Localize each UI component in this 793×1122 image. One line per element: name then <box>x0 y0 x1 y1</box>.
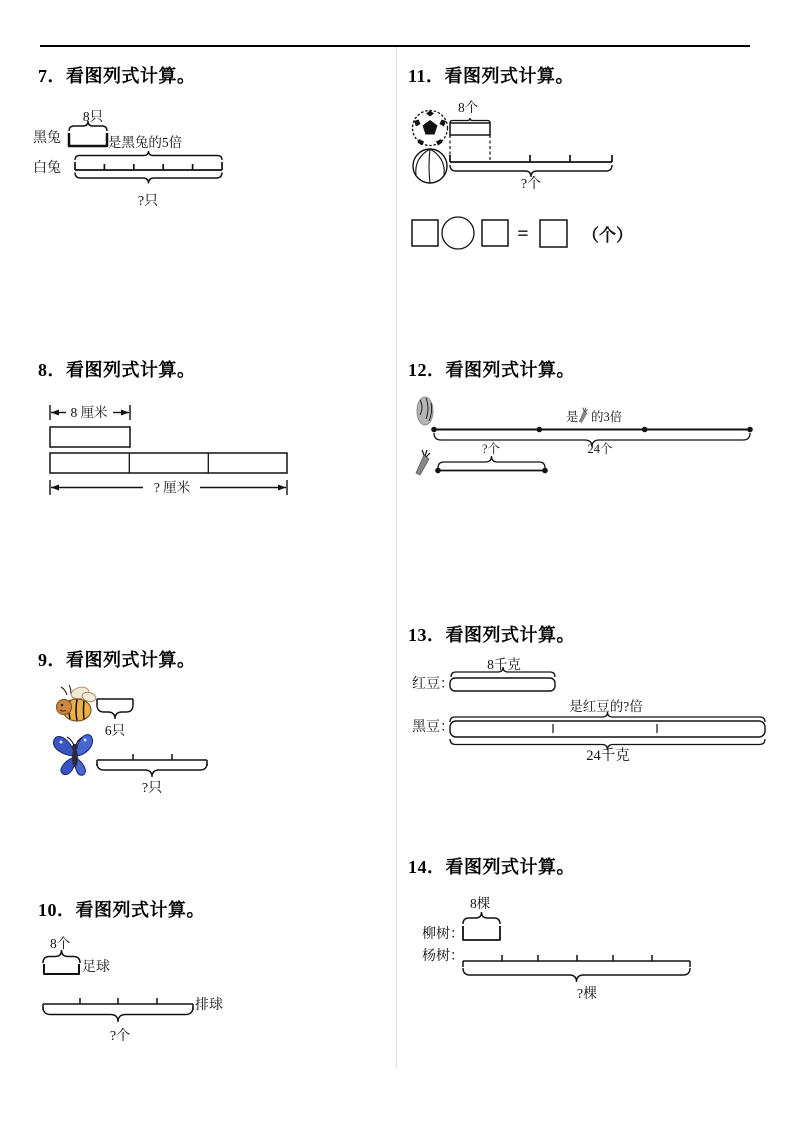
problem-9-title: 9．看图列式计算。 <box>38 650 196 670</box>
p7-row1-label: 黑兔 <box>33 131 61 146</box>
p9-row2-brace <box>97 763 207 777</box>
p10-count-label: 8个 <box>50 936 71 951</box>
p11-equation <box>412 217 633 249</box>
p7-under-brace <box>75 173 222 184</box>
p11-bar-line <box>450 155 612 162</box>
equation-equals: = <box>517 223 529 245</box>
equation-box-3[interactable] <box>540 220 567 247</box>
p14-dome-brace <box>463 912 500 924</box>
column-divider <box>396 47 397 1067</box>
equation-unit: （个） <box>582 226 633 245</box>
problem-10-diagram <box>35 928 250 1048</box>
p11-count-label: 8个 <box>458 100 479 115</box>
p9-count-label: 6只 <box>104 723 126 738</box>
p7-count-label: 8只 <box>82 109 104 124</box>
p13-amount-label: 8千克 <box>487 657 521 672</box>
problem-7-title: 7．看图列式计算。 <box>38 66 196 86</box>
p13-row1-brace <box>451 667 555 677</box>
equation-box-2[interactable] <box>482 220 508 246</box>
problem-13-title: 13．看图列式计算。 <box>408 625 575 645</box>
p13-row1-label: 红豆： <box>412 677 454 692</box>
p7-bar-line <box>75 162 222 170</box>
p12-multiple-suffix: 的3倍 <box>591 410 623 424</box>
butterfly-icon <box>54 735 93 776</box>
p14-row1-label: 柳树： <box>422 927 464 942</box>
bee-icon <box>57 685 97 721</box>
p7-row2-label: 白兔 <box>33 161 61 176</box>
problem-14-title: 14．看图列式计算。 <box>408 857 575 877</box>
carrot-icon-inline <box>579 408 587 423</box>
p11-question-label: ?个 <box>520 177 542 192</box>
p14-bracket <box>463 926 500 940</box>
soccer-ball-icon <box>413 111 448 146</box>
top-rule <box>40 45 750 47</box>
p10-row1-label: 足球 <box>82 960 110 975</box>
problem-14-diagram <box>415 888 705 1006</box>
p8-long-rect <box>50 453 287 473</box>
p12-total-label: 24个 <box>587 442 613 456</box>
p8-small-rect <box>50 427 130 447</box>
p9-row1-brace <box>97 705 133 719</box>
basketball-icon <box>413 149 447 183</box>
p12-over-brace <box>438 456 545 468</box>
p13-row2-bar <box>450 721 765 737</box>
problem-10-title: 10．看图列式计算。 <box>38 900 205 920</box>
p10-row2-label: 排球 <box>195 998 223 1013</box>
p7-small-bracket <box>69 133 107 146</box>
p10-bracket <box>44 964 79 974</box>
gray-cocoon-icon <box>417 397 433 425</box>
problem-11-title: 11．看图列式计算。 <box>408 66 575 86</box>
p11-dashed-guides <box>450 135 490 162</box>
problem-8-diagram <box>40 398 300 503</box>
problem-9-diagram <box>45 680 230 800</box>
p14-row2-label: 杨树： <box>422 949 464 964</box>
p10-row2-line <box>43 998 193 1010</box>
p9-row2-line <box>97 754 207 766</box>
p14-count-label: 8棵 <box>470 896 491 911</box>
problem-8-title: 8．看图列式计算。 <box>38 360 196 380</box>
p12-row1-line <box>431 427 753 433</box>
p14-under-brace <box>463 968 690 982</box>
problem-7-diagram <box>30 98 245 216</box>
p7-question-label: ?只 <box>137 194 159 209</box>
problem-11-diagram <box>405 95 645 260</box>
problem-13-diagram <box>405 650 775 770</box>
p14-bar-line <box>463 955 690 967</box>
p7-multiple-label: 是黑兔的5倍 <box>107 135 183 150</box>
p11-under-brace <box>450 165 612 177</box>
equation-box-1[interactable] <box>412 220 438 246</box>
p12-row2-line <box>435 468 548 474</box>
equation-operator-circle[interactable] <box>442 217 474 249</box>
p13-row1-bar <box>450 678 555 691</box>
p9-row1-line <box>97 699 133 705</box>
p9-question-label: ?只 <box>141 781 163 796</box>
p12-question-label: ?个 <box>481 442 501 456</box>
p8-bottom-measure-label: ? 厘米 <box>153 480 191 495</box>
p10-under-brace <box>43 1007 193 1022</box>
p10-question-label: ?个 <box>109 1029 131 1044</box>
p12-multiple-prefix: 是 <box>566 410 579 424</box>
p7-over-brace <box>75 151 222 160</box>
carrot-icon <box>416 450 430 475</box>
p13-total-label: 24千克 <box>586 748 630 764</box>
p10-dome-brace <box>43 950 80 963</box>
p8-top-measure-label: 8 厘米 <box>70 405 108 420</box>
p11-unit-rect <box>450 123 490 135</box>
problem-12-title: 12．看图列式计算。 <box>408 360 575 380</box>
p13-multiple-label: 是红豆的?倍 <box>569 699 643 714</box>
p14-question-label: ?棵 <box>576 987 598 1002</box>
p13-row2-label: 黑豆： <box>412 720 454 735</box>
problem-12-diagram <box>410 390 760 490</box>
